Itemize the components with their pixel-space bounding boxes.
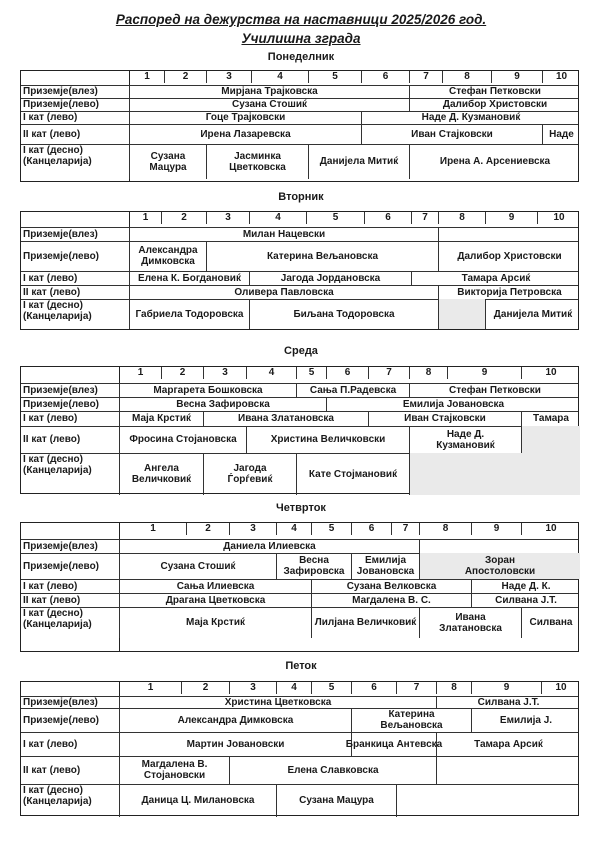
column-number: 3 [229, 523, 276, 535]
duty-cell: Сања Илиевска [119, 579, 311, 593]
column-number: 1 [129, 212, 161, 224]
duty-cell: Александра Димковска [119, 708, 351, 732]
duty-cell [396, 784, 580, 817]
duty-cell: Стефан Петковски [409, 383, 580, 397]
row-label: II кат (лево) [23, 594, 81, 606]
column-number: 8 [409, 367, 447, 379]
row-label: I кат (десно) (Канцеларија) [23, 145, 92, 167]
duty-cell: Елена Славковска [229, 756, 436, 784]
duty-cell: Данијела Митиќ [485, 299, 580, 329]
page-subtitle: Училишна зграда [241, 31, 361, 46]
duty-cell: Стефан Петковски [409, 85, 580, 98]
duty-cell: Весна Зафировска [276, 553, 351, 579]
duty-cell: Мартин Јовановски [119, 732, 351, 756]
duty-cell: Сања П.Радевска [296, 383, 409, 397]
column-number: 1 [119, 682, 181, 694]
column-number: 4 [249, 212, 306, 224]
duty-cell: Далибор Христовски [438, 241, 580, 271]
duty-cell: Иван Стајковски [368, 411, 521, 426]
duty-cell: Христина Величковски [246, 426, 409, 453]
duty-cell: Наде Д. Кузмановиќ [409, 426, 521, 453]
row-label: I кат (лево) [23, 272, 78, 284]
page-title: Распоред на дежурства на наставници 2025/2026 год. [115, 12, 487, 27]
column-number: 10 [542, 71, 580, 83]
duty-cell: Оливера Павловска [129, 285, 438, 299]
duty-cell: Сузана Стошиќ [129, 98, 409, 111]
column-number: 6 [326, 367, 368, 379]
column-number: 2 [186, 523, 229, 535]
duty-cell: Гоце Трајковски [129, 111, 361, 124]
column-number: 3 [229, 682, 276, 694]
row-label: Приземје(лево) [23, 250, 100, 262]
column-number: 2 [164, 71, 206, 83]
duty-cell [438, 299, 485, 329]
column-number: 2 [161, 212, 206, 224]
row-label: Приземје(влез) [23, 384, 98, 396]
duty-cell: Маргарета Бошковска [119, 383, 296, 397]
column-number: 9 [491, 71, 542, 83]
duty-cell: Христина Цветковска [119, 696, 436, 708]
duty-cell: Ангела Величковиќ [119, 453, 203, 495]
day-heading: Четврток [276, 502, 326, 514]
duty-cell: Силвана Ј.Т. [436, 696, 580, 708]
column-number: 5 [308, 71, 361, 83]
row-label: I кат (десно) (Канцеларија) [23, 608, 92, 630]
column-number: 8 [419, 523, 471, 535]
schedule-table [20, 211, 579, 330]
column-number: 9 [471, 523, 521, 535]
duty-cell: Магдалена В. Стојановски [119, 756, 229, 784]
duty-cell: Јасминка Цветковска [206, 144, 308, 179]
schedule-table [20, 366, 579, 494]
row-label: I кат (лево) [23, 738, 78, 750]
duty-cell: Емилија Јовановска [351, 553, 419, 579]
duty-cell: Силвана Ј.Т. [471, 593, 580, 607]
duty-cell: Сузана Мацура [129, 144, 206, 179]
row-label: Приземје(лево) [23, 99, 100, 110]
duty-cell: Даница Ц. Милановска [119, 784, 276, 817]
column-number: 6 [351, 682, 396, 694]
duty-cell: Лилјана Величковиќ [311, 607, 419, 638]
schedule-table [20, 681, 579, 816]
duty-cell: Ивана Златановска [419, 607, 521, 638]
duty-cell: Кате Стојмановиќ [296, 453, 409, 495]
duty-cell: Катерина Вељановска [206, 241, 438, 271]
column-number: 8 [436, 682, 471, 694]
row-label: I кат (лево) [23, 112, 78, 123]
day-heading: Среда [284, 345, 318, 357]
duty-cell [438, 227, 580, 241]
duty-cell: Данијела Митиќ [308, 144, 409, 179]
row-label: I кат (десно) (Канцеларија) [23, 454, 92, 476]
duty-cell: Силвана [521, 607, 580, 638]
duty-cell: Тамара Арсиќ [436, 732, 580, 756]
column-number: 4 [276, 682, 311, 694]
row-label: Приземје(влез) [23, 696, 98, 708]
column-number: 5 [311, 523, 351, 535]
row-label: Приземје(лево) [23, 714, 100, 726]
duty-cell: Ирена А. Арсениевска [409, 144, 580, 179]
duty-cell: Емилија Ј. [471, 708, 580, 732]
column-number: 1 [119, 367, 161, 379]
duty-cell: Фросина Стојановска [119, 426, 246, 453]
schedule-table [20, 522, 579, 652]
duty-cell: Наде Д. К. [471, 579, 580, 593]
duty-cell [436, 756, 580, 784]
column-number: 3 [206, 212, 249, 224]
column-number: 6 [351, 523, 391, 535]
column-number: 2 [161, 367, 203, 379]
duty-cell: Катерина Вељановска [351, 708, 471, 732]
duty-cell: Сузана Стошиќ [119, 553, 276, 579]
duty-cell: Биљана Тодоровска [249, 299, 438, 329]
row-label: Приземје(влез) [23, 86, 98, 97]
duty-cell [409, 453, 580, 495]
column-number: 5 [311, 682, 351, 694]
row-label: I кат (лево) [23, 413, 78, 424]
row-label: Приземје(влез) [23, 540, 98, 552]
row-label: I кат (десно) (Канцеларија) [23, 785, 92, 807]
column-number: 8 [438, 212, 485, 224]
duty-cell: Елена К. Богдановиќ [129, 271, 249, 285]
duty-cell: Наде [542, 124, 580, 144]
row-label: II кат (лево) [23, 128, 81, 140]
duty-cell: Драгана Цветковска [119, 593, 311, 607]
duty-cell: Маја Крстиќ [119, 607, 311, 638]
column-number: 7 [396, 682, 436, 694]
duty-cell: Габриела Тодоровска [129, 299, 249, 329]
column-number: 7 [368, 367, 409, 379]
column-number: 5 [296, 367, 326, 379]
row-label: II кат (лево) [23, 434, 81, 445]
duty-cell: Магдалена В. С. [311, 593, 471, 607]
duty-cell: Сузана Мацура [276, 784, 396, 817]
day-heading: Петок [285, 660, 317, 672]
column-number: 9 [447, 367, 521, 379]
column-number: 10 [541, 682, 580, 694]
day-heading: Понеделник [267, 51, 335, 63]
column-number: 10 [521, 523, 580, 535]
duty-cell: Јагода Ѓорѓевиќ [203, 453, 296, 495]
duty-cell: Тамара Арсиќ [411, 271, 580, 285]
duty-cell: Викторија Петровска [438, 285, 580, 299]
duty-cell: Маја Крстиќ [119, 411, 203, 426]
duty-cell: Зоран Апостоловски [419, 553, 580, 579]
column-number: 7 [409, 71, 442, 83]
column-number: 7 [411, 212, 438, 224]
row-label: I кат (десно) (Канцеларија) [23, 300, 92, 322]
row-label: II кат (лево) [23, 764, 81, 776]
duty-cell: Тамара [521, 411, 580, 426]
column-number: 10 [521, 367, 580, 379]
day-heading: Вторник [278, 191, 324, 203]
row-label: Приземје(лево) [23, 398, 100, 410]
column-number: 9 [485, 212, 537, 224]
column-number: 4 [251, 71, 308, 83]
duty-cell: Далибор Христовски [409, 98, 580, 111]
duty-cell [419, 539, 580, 553]
duty-cell: Александра Димковска [129, 241, 206, 271]
row-label: II кат (лево) [23, 286, 81, 298]
column-number: 4 [246, 367, 296, 379]
duty-cell: Даниела Илиевска [119, 539, 419, 553]
column-number: 7 [391, 523, 419, 535]
duty-cell: Мирјана Трајковска [129, 85, 409, 98]
schedule-table [20, 70, 579, 182]
duty-cell: Милан Нацевски [129, 227, 438, 241]
column-number: 5 [306, 212, 364, 224]
duty-cell [521, 426, 580, 453]
column-number: 9 [471, 682, 541, 694]
duty-cell: Ирена Лазаревска [129, 124, 361, 144]
row-label: Приземје(лево) [23, 560, 100, 572]
row-label: Приземје(влез) [23, 228, 98, 240]
duty-cell: Иван Стајковски [361, 124, 542, 144]
column-number: 2 [181, 682, 229, 694]
column-number: 6 [361, 71, 409, 83]
column-number: 3 [206, 71, 251, 83]
column-number: 10 [537, 212, 580, 224]
column-number: 4 [276, 523, 311, 535]
column-number: 3 [203, 367, 246, 379]
duty-cell: Весна Зафировска [119, 397, 326, 411]
duty-cell: Јагода Јордановска [249, 271, 411, 285]
duty-cell: Емилија Јовановска [326, 397, 580, 411]
duty-cell: Сузана Велковска [311, 579, 471, 593]
duty-cell: Наде Д. Кузмановиќ [361, 111, 580, 124]
column-number: 1 [129, 71, 164, 83]
column-number: 1 [119, 523, 186, 535]
duty-cell: Бранкица Антевска [351, 732, 436, 756]
column-number: 6 [364, 212, 411, 224]
column-number: 8 [442, 71, 491, 83]
row-label: I кат (лево) [23, 580, 78, 592]
duty-cell: Ивана Златановска [203, 411, 368, 426]
